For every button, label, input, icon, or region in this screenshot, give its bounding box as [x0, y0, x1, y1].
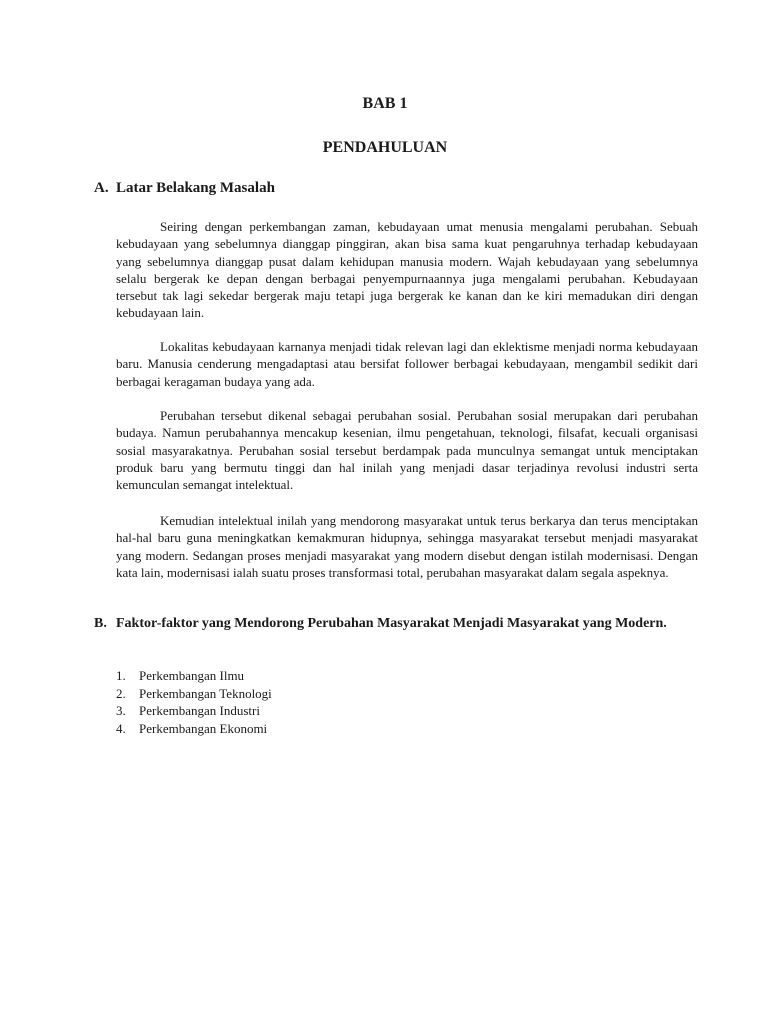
section-a-paragraph-1: Seiring dengan perkembangan zaman, kebudayaan umat menusia mengalami perubahan. Sebuah kebudayaan yang sebelumnya dianggap pinggiran, akan bisa sama kuat pengaruhnya terhadap kebudayaan yang sebelumnya dianggap pusat dalam kehidupan manusia modern. Wajah kebudayaan yang sebelumnya selalu bergerak ke depan dengan berbagai penyempurnaannya juga mengalami perubahan. Kebudayaan tersebut tak lagi sekedar bergerak maju tetapi juga bergerak ke kanan dan ke kiri memadukan diri dengan kebudayaan lain.	[116, 219, 698, 321]
section-a-paragraph-4: Kemudian intelektual inilah yang mendorong masyarakat untuk terus berkarya dan terus menciptakan hal-hal baru guna meningkatkan kemakmuran hidupnya, sehingga masyarakat tersebut menjadi masyarakat yang modern. Sedangan proses menjadi masyarakat yang modern disebut dengan istilah modernisasi. Dengan kata lain, modernisasi ialah suatu proses transformasi total, perubahan masyarakat dalam segala aspeknya.	[116, 513, 698, 580]
list-item	[116, 685, 698, 703]
section-a-marker: A.	[94, 180, 109, 196]
chapter-title: PENDAHULUAN	[322, 139, 448, 156]
list-item-number: 1.	[116, 668, 126, 683]
section-a-title: Latar Belakang Masalah	[116, 180, 275, 196]
section-a-paragraph-2: Lokalitas kebudayaan karnanya menjadi tidak relevan lagi dan eklektisme menjadi norma kebudayaan baru. Manusia cenderung mengadaptasi atau bersifat follower berbagai kebudayaan, mengambil sedikit dari berbagai keragaman budaya yang ada.	[116, 339, 698, 389]
list-item-number: 4.	[116, 720, 126, 736]
chapter-number: BAB 1	[362, 95, 408, 112]
list-item-text: Perkembangan Ilmu	[139, 668, 245, 683]
list-item-number: 2.	[116, 685, 126, 701]
list-item-text: Perkembangan Ekonomi	[139, 720, 268, 736]
list-item	[116, 720, 698, 738]
list-item	[116, 667, 698, 685]
list-item-number: 3.	[116, 703, 126, 718]
section-b-title: Faktor-faktor yang Mendorong Perubahan Masyarakat Menjadi Masyarakat yang Modern.	[116, 616, 667, 631]
list-item	[116, 702, 698, 720]
list-item-text: Perkembangan Teknologi	[139, 685, 272, 701]
list-item-text: Perkembangan Industri	[139, 703, 260, 718]
section-b-marker: B.	[94, 616, 107, 631]
section-b-heading	[94, 615, 698, 632]
factor-list	[116, 667, 698, 737]
section-a-heading	[94, 180, 698, 197]
section-a-paragraph-3: Perubahan tersebut dikenal sebagai perubahan sosial. Perubahan sosial merupakan dari perubahan budaya. Namun perubahannya mencakup kesenian, ilmu pengetahuan, teknologi, filsafat, kecuali organisasi sosial masyarakatnya. Perubahan sosial tersebut berdampak pada munculnya semangat untuk menciptakan produk baru yang bermutu tinggi dan hal inilah yang menjadi dasar terjadinya revolusi industri serta kemunculan semangat intelektual.	[116, 408, 698, 493]
